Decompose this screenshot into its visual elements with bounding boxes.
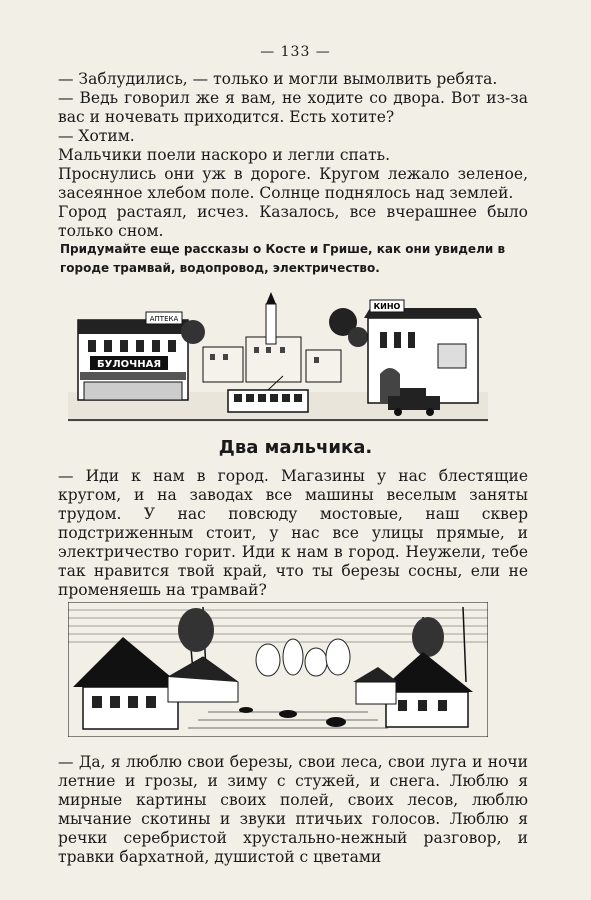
poem-heading: Два мальчика.	[218, 437, 373, 458]
pharmacy-sign: АПТЕКА	[149, 315, 179, 323]
cinema-sign: КИНО	[373, 302, 401, 311]
assignment-text: Придумайте еще рассказы о Косте и Грише, как они увидели в городе трамвай, водопровод, электричество.	[60, 242, 506, 275]
paragraph-lost: — Заблудились, — только и могли вымолвить ребята.	[58, 70, 498, 88]
page-number: — 133 —	[260, 44, 331, 60]
city-boy-speech: — Иди к нам в город. Магазины у нас блестящие кругом, и на заводах все машины веселым заняты трудом. У нас повсюду мостовые, наш сквер подстриженным стоит, у нас все улицы прямые, и электричество горит. Иди к нам в город. Неужели, тебе так нравится твой край, что ты березы сосны, ели не променяешь на трамвай?	[58, 467, 528, 599]
city-illustration	[68, 292, 488, 422]
paragraph-ate: Мальчики поели наскоро и легли спать.	[58, 146, 391, 164]
paragraph-woke: Проснулись они уж в дороге. Кругом лежало зеленое, засеянное хлебом поле. Солнце поднялось над землей.	[58, 165, 528, 202]
village-boy-speech: — Да, я люблю свои березы, свои леса, свои луга и ночи летние и грозы, и зиму с стужей, и снега. Люблю я мирные картины своих полей, своих лесов, люблю мычание скотины и звуки птичьих голосов. Люблю я речки серебристой хрустально-нежный разговор, и травки бархатной, душистой с цветами	[58, 753, 528, 866]
paragraph-want: — Хотим.	[58, 127, 135, 145]
paragraph-warning: — Ведь говорил же я вам, не ходите со двора. Вот из-за вас и ночевать приходится. Есть хотите?	[58, 89, 528, 126]
paragraph-city-melted: Город растаял, исчез. Казалось, все вчерашнее было только сном.	[58, 203, 528, 240]
village-illustration	[68, 602, 488, 737]
bakery-sign: БУЛОЧНАЯ	[96, 359, 162, 370]
